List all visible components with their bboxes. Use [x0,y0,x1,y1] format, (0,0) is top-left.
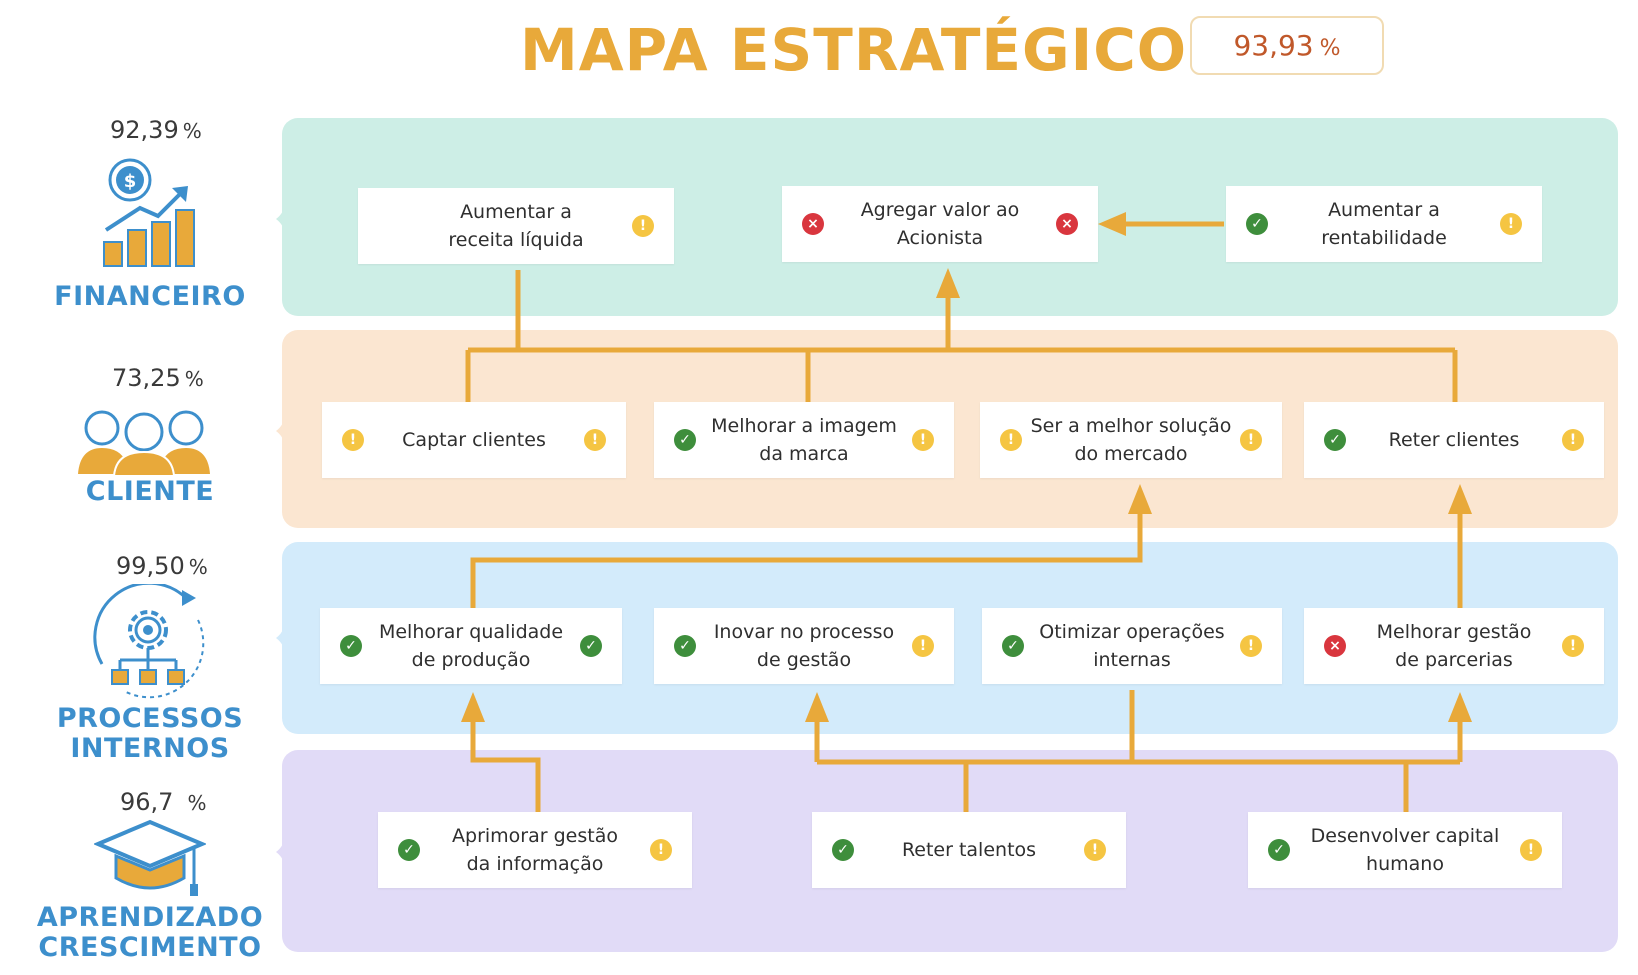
objective-text: Aumentar a rentabilidade [1321,198,1447,249]
status-warning-icon: ! [912,429,934,451]
band-notch [268,624,284,652]
objective-text: Ser a melhor solução do mercado [1030,414,1232,465]
total-score-badge [1190,16,1384,75]
perspective-aprendizado-line2: CRESCIMENTO [38,931,262,963]
status-ok-icon: ✓ [580,635,602,657]
status-ok-icon: ✓ [398,839,420,861]
aprendizado-score [120,788,206,816]
svg-text:$: $ [123,171,137,192]
status-warning-icon: ! [1520,839,1542,861]
status-warning-icon: ! [650,839,672,861]
status-ok-icon: ✓ [1268,839,1290,861]
band-notch [268,417,284,445]
perspective-processos-line1: PROCESSOS [56,703,244,734]
perspective-processos-label [30,704,270,763]
objective-capital-humano[interactable] [1248,812,1562,888]
total-score-unit: % [1319,36,1341,61]
page-title: MAPA ESTRATÉGICO [520,16,1188,84]
status-warning-icon: ! [584,429,606,451]
objective-melhorar-qualidade[interactable] [320,608,622,684]
status-ok-icon: ✓ [1002,635,1024,657]
perspective-aprendizado-label [20,903,280,962]
objective-text: Aumentar a receita líquida [448,200,584,251]
graduation-cap-icon [94,818,206,900]
status-warning-icon: ! [632,215,654,237]
objective-text: Inovar no processo de gestão [713,620,895,671]
band-notch [268,838,284,866]
processos-score [116,552,208,580]
objective-captar-clientes[interactable] [322,402,626,478]
objective-agregar-valor[interactable] [782,186,1098,262]
objective-text: Captar clientes [402,428,546,451]
aprendizado-score-value: 96,7 [120,788,174,816]
objective-inovar-processo[interactable] [654,608,954,684]
status-ok-icon: ✓ [832,839,854,861]
objective-text: Melhorar a imagem da marca [711,414,897,465]
objective-gestao-informacao[interactable] [378,812,692,888]
objective-text: Melhorar qualidade de produção [378,620,564,671]
cliente-score-unit: % [184,367,204,391]
people-icon [76,408,212,478]
total-score-value: 93,93 [1233,29,1314,62]
objective-text: Desenvolver capital humano [1310,824,1500,875]
status-ok-icon: ✓ [340,635,362,657]
status-ok-icon: ✓ [383,218,395,234]
status-warning-icon: ! [1000,429,1022,451]
status-warning-icon: ! [912,635,934,657]
status-ok-icon: ✓ [674,429,696,451]
financeiro-score-unit: % [182,119,202,143]
processos-score-unit: % [188,555,208,579]
status-warning-icon: ! [1240,429,1262,451]
status-ok-icon: ✓ [674,635,696,657]
objective-text: Reter talentos [901,838,1037,861]
perspective-processos-line2: INTERNOS [70,732,230,764]
objective-melhor-solucao[interactable] [980,402,1282,478]
objective-text: Aprimorar gestão da informação [452,824,618,875]
status-error-icon: × [1324,635,1346,657]
status-warning-icon: ! [1562,635,1584,657]
objective-text: Otimizar operações internas [1039,620,1225,671]
objective-text: Agregar valor ao Acionista [860,198,1020,249]
status-warning-icon: ! [1500,213,1522,235]
objective-text: Reter clientes [1388,428,1520,451]
status-warning-icon: ! [1240,635,1262,657]
status-ok-icon: ✓ [1246,213,1268,235]
financeiro-score [110,116,202,144]
objective-gestao-parcerias[interactable] [1304,608,1604,684]
objective-reter-clientes[interactable] [1304,402,1604,478]
perspective-aprendizado-line1: APRENDIZADO [36,902,264,933]
band-notch [268,205,284,233]
status-ok-icon: ✓ [1324,429,1346,451]
status-warning-icon: ! [1084,839,1106,861]
status-warning-icon: ! [1562,429,1584,451]
status-error-icon: × [1056,213,1078,235]
processos-score-value: 99,50 [116,552,185,580]
status-warning-icon: ! [342,429,364,451]
status-error-icon: × [802,213,824,235]
objective-aumentar-receita[interactable] [358,188,674,264]
perspective-financeiro-label: FINANCEIRO [54,281,246,312]
gear-process-icon [86,584,212,700]
objective-text: Melhorar gestão de parcerias [1376,620,1532,671]
cliente-score-value: 73,25 [112,364,181,392]
objective-aumentar-rentabilidade[interactable] [1226,186,1542,262]
aprendizado-score-unit: % [187,791,207,815]
objective-otimizar-operacoes[interactable] [982,608,1282,684]
money-chart-icon [100,158,196,270]
objective-melhorar-imagem[interactable] [654,402,954,478]
perspective-cliente-label: CLIENTE [85,476,215,507]
cliente-score [112,364,204,392]
financeiro-score-value: 92,39 [110,116,179,144]
objective-reter-talentos[interactable] [812,812,1126,888]
